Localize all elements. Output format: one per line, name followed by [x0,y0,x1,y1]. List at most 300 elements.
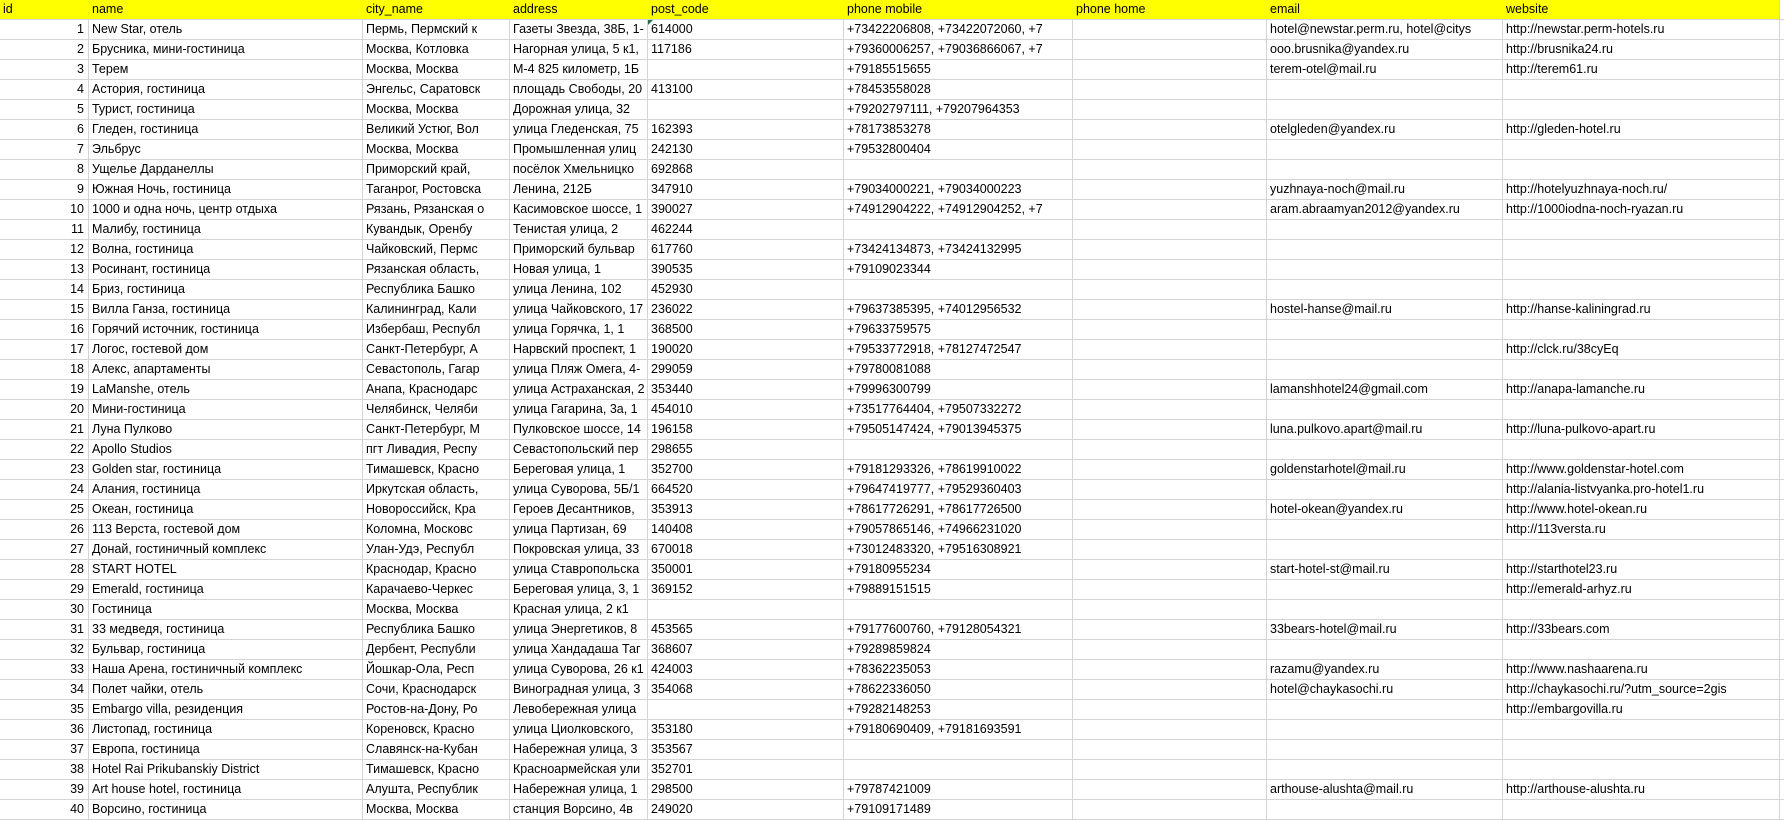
cell-phone_mobile[interactable]: +79647419777, +79529360403 [844,480,1073,500]
cell-email[interactable]: hostel-hanse@mail.ru [1267,300,1503,320]
cell-phone_mobile[interactable]: +79034000221, +79034000223 [844,180,1073,200]
cell-phone_home[interactable] [1073,100,1267,120]
cell-post_code[interactable]: 350001 [648,560,844,580]
cell-address[interactable]: улица Гледенская, 75 [510,120,648,140]
cell-name[interactable]: Вилла Ганза, гостиница [89,300,363,320]
cell-name[interactable]: Emerald, гостиница [89,580,363,600]
cell-id[interactable]: 16 [0,320,89,340]
cell-email[interactable] [1267,140,1503,160]
cell-name[interactable]: Волна, гостиница [89,240,363,260]
cell-website[interactable]: http://www.hotel-okean.ru [1503,500,1780,520]
cell-phone_home[interactable] [1073,540,1267,560]
cell-post_code[interactable] [648,700,844,720]
cell-post_code[interactable]: 453565 [648,620,844,640]
cell-website[interactable]: http://gleden-hotel.ru [1503,120,1780,140]
cell-phone_mobile[interactable]: +73517764404, +79507332272 [844,400,1073,420]
cell-city_name[interactable]: пгт Ливадия, Респу [363,440,510,460]
cell-phone_home[interactable] [1073,180,1267,200]
cell-name[interactable]: Ущелье Дарданеллы [89,160,363,180]
cell-website[interactable]: http://terem61.ru [1503,60,1780,80]
cell-email[interactable] [1267,640,1503,660]
cell-city_name[interactable]: Чайковский, Пермс [363,240,510,260]
cell-phone_home[interactable] [1073,400,1267,420]
cell-address[interactable]: Промышленная улиц [510,140,648,160]
cell-phone_home[interactable] [1073,560,1267,580]
cell-phone_home[interactable] [1073,480,1267,500]
cell-name[interactable]: Росинант, гостиница [89,260,363,280]
cell-phone_mobile[interactable] [844,220,1073,240]
cell-website[interactable] [1503,800,1780,820]
cell-email[interactable] [1267,220,1503,240]
cell-website[interactable] [1503,140,1780,160]
cell-city_name[interactable]: Республика Башко [363,620,510,640]
cell-phone_mobile[interactable]: +79057865146, +74966231020 [844,520,1073,540]
cell-phone_home[interactable] [1073,20,1267,40]
cell-city_name[interactable]: Коломна, Московс [363,520,510,540]
cell-email[interactable] [1267,160,1503,180]
cell-email[interactable]: terem-otel@mail.ru [1267,60,1503,80]
cell-phone_mobile[interactable]: +73012483320, +79516308921 [844,540,1073,560]
cell-name[interactable]: Бульвар, гостиница [89,640,363,660]
cell-address[interactable]: улица Чайковского, 17 [510,300,648,320]
cell-address[interactable]: Нагорная улица, 5 к1, [510,40,648,60]
cell-website[interactable]: http://luna-pulkovo-apart.ru [1503,420,1780,440]
cell-address[interactable]: Ленина, 212Б [510,180,648,200]
cell-id[interactable]: 14 [0,280,89,300]
cell-id[interactable]: 28 [0,560,89,580]
cell-name[interactable]: Малибу, гостиница [89,220,363,240]
cell-website[interactable]: http://33bears.com [1503,620,1780,640]
cell-id[interactable]: 21 [0,420,89,440]
cell-name[interactable]: Наша Арена, гостиничный комплекс [89,660,363,680]
cell-phone_home[interactable] [1073,420,1267,440]
cell-city_name[interactable]: Москва, Москва [363,140,510,160]
cell-phone_home[interactable] [1073,640,1267,660]
cell-id[interactable]: 6 [0,120,89,140]
cell-id[interactable]: 40 [0,800,89,820]
cell-email[interactable] [1267,600,1503,620]
cell-email[interactable]: arthouse-alushta@mail.ru [1267,780,1503,800]
cell-phone_mobile[interactable]: +78362235053 [844,660,1073,680]
cell-address[interactable]: Тенистая улица, 2 [510,220,648,240]
cell-post_code[interactable]: 298500 [648,780,844,800]
cell-phone_mobile[interactable] [844,280,1073,300]
cell-website[interactable] [1503,360,1780,380]
cell-city_name[interactable]: Санкт-Петербург, М [363,420,510,440]
cell-city_name[interactable]: Йошкар-Ола, Респ [363,660,510,680]
cell-phone_home[interactable] [1073,500,1267,520]
cell-email[interactable] [1267,320,1503,340]
cell-phone_home[interactable] [1073,220,1267,240]
cell-website[interactable]: http://chaykasochi.ru/?utm_source=2gis [1503,680,1780,700]
cell-phone_home[interactable] [1073,80,1267,100]
cell-name[interactable]: Брусника, мини-гостиница [89,40,363,60]
cell-phone_mobile[interactable] [844,760,1073,780]
cell-name[interactable]: Логос, гостевой дом [89,340,363,360]
cell-phone_mobile[interactable]: +79181293326, +78619910022 [844,460,1073,480]
cell-address[interactable]: улица Ленина, 102 [510,280,648,300]
cell-phone_mobile[interactable]: +74912904222, +74912904252, +7 [844,200,1073,220]
cell-phone_home[interactable] [1073,260,1267,280]
cell-city_name[interactable]: Иркутская область, [363,480,510,500]
cell-city_name[interactable]: Сочи, Краснодарск [363,680,510,700]
cell-website[interactable]: http://emerald-arhyz.ru [1503,580,1780,600]
cell-address[interactable]: улица Ставропольска [510,560,648,580]
cell-website[interactable]: http://anapa-lamanche.ru [1503,380,1780,400]
cell-name[interactable]: Гостиница [89,600,363,620]
cell-phone_mobile[interactable]: +79532800404 [844,140,1073,160]
cell-city_name[interactable]: Республика Башко [363,280,510,300]
cell-email[interactable] [1267,800,1503,820]
cell-name[interactable]: 113 Верста, гостевой дом [89,520,363,540]
cell-phone_mobile[interactable]: +78617726291, +78617726500 [844,500,1073,520]
cell-post_code[interactable]: 390535 [648,260,844,280]
cell-city_name[interactable]: Рязанская область, [363,260,510,280]
cell-city_name[interactable]: Таганрог, Ростовска [363,180,510,200]
cell-phone_home[interactable] [1073,660,1267,680]
cell-city_name[interactable]: Краснодар, Красно [363,560,510,580]
cell-address[interactable]: Береговая улица, 3, 1 [510,580,648,600]
cell-phone_home[interactable] [1073,600,1267,620]
cell-phone_mobile[interactable]: +79787421009 [844,780,1073,800]
cell-phone_mobile[interactable]: +79202797111, +79207964353 [844,100,1073,120]
cell-id[interactable]: 2 [0,40,89,60]
cell-city_name[interactable]: Славянск-на-Кубан [363,740,510,760]
cell-phone_home[interactable] [1073,120,1267,140]
cell-id[interactable]: 1 [0,20,89,40]
cell-post_code[interactable]: 353440 [648,380,844,400]
cell-address[interactable]: Красноармейская ули [510,760,648,780]
column-header-name[interactable]: name [89,0,363,20]
cell-post_code[interactable]: 462244 [648,220,844,240]
cell-phone_home[interactable] [1073,320,1267,340]
cell-email[interactable]: 33bears-hotel@mail.ru [1267,620,1503,640]
cell-id[interactable]: 29 [0,580,89,600]
cell-address[interactable]: улица Энергетиков, 8 [510,620,648,640]
cell-phone_mobile[interactable]: +79637385395, +74012956532 [844,300,1073,320]
cell-post_code[interactable] [648,60,844,80]
cell-id[interactable]: 23 [0,460,89,480]
column-header-email[interactable]: email [1267,0,1503,20]
cell-phone_mobile[interactable]: +79282148253 [844,700,1073,720]
cell-phone_mobile[interactable]: +79889151515 [844,580,1073,600]
cell-id[interactable]: 31 [0,620,89,640]
cell-website[interactable] [1503,260,1780,280]
cell-id[interactable]: 34 [0,680,89,700]
column-header-city_name[interactable]: city_name [363,0,510,20]
cell-address[interactable]: Нарвский проспект, 1 [510,340,648,360]
cell-name[interactable]: New Star, отель [89,20,363,40]
cell-post_code[interactable]: 353180 [648,720,844,740]
cell-post_code[interactable]: 452930 [648,280,844,300]
cell-post_code[interactable]: 242130 [648,140,844,160]
cell-name[interactable]: Океан, гостиница [89,500,363,520]
cell-website[interactable] [1503,100,1780,120]
cell-phone_mobile[interactable]: +79109023344 [844,260,1073,280]
cell-email[interactable] [1267,540,1503,560]
cell-post_code[interactable]: 249020 [648,800,844,820]
cell-website[interactable]: http://113versta.ru [1503,520,1780,540]
cell-phone_home[interactable] [1073,300,1267,320]
cell-id[interactable]: 7 [0,140,89,160]
cell-post_code[interactable]: 140408 [648,520,844,540]
cell-website[interactable]: http://hotelyuzhnaya-noch.ru/ [1503,180,1780,200]
cell-city_name[interactable]: Севастополь, Гагар [363,360,510,380]
cell-post_code[interactable]: 352700 [648,460,844,480]
cell-phone_home[interactable] [1073,680,1267,700]
cell-website[interactable]: http://arthouse-alushta.ru [1503,780,1780,800]
cell-name[interactable]: Hotel Rai Prikubanskiy District [89,760,363,780]
cell-post_code[interactable]: 390027 [648,200,844,220]
cell-post_code[interactable]: 299059 [648,360,844,380]
cell-id[interactable]: 37 [0,740,89,760]
cell-city_name[interactable]: Избербаш, Республ [363,320,510,340]
cell-phone_home[interactable] [1073,780,1267,800]
cell-address[interactable]: Покровская улица, 33 [510,540,648,560]
cell-id[interactable]: 12 [0,240,89,260]
column-header-id[interactable]: id [0,0,89,20]
cell-phone_mobile[interactable]: +79633759575 [844,320,1073,340]
cell-phone_home[interactable] [1073,700,1267,720]
cell-city_name[interactable]: Санкт-Петербург, А [363,340,510,360]
cell-city_name[interactable]: Карачаево-Черкес [363,580,510,600]
cell-address[interactable]: Севастопольский пер [510,440,648,460]
cell-name[interactable]: Ворсино, гостиница [89,800,363,820]
column-header-website[interactable]: website [1503,0,1780,20]
cell-phone_home[interactable] [1073,340,1267,360]
cell-phone_mobile[interactable]: +79177600760, +79128054321 [844,620,1073,640]
cell-phone_mobile[interactable]: +79180955234 [844,560,1073,580]
cell-address[interactable]: Красная улица, 2 к1 [510,600,648,620]
cell-post_code[interactable]: 117186 [648,40,844,60]
cell-id[interactable]: 38 [0,760,89,780]
cell-address[interactable]: улица Циолковского, [510,720,648,740]
cell-city_name[interactable]: Челябинск, Челяби [363,400,510,420]
cell-email[interactable] [1267,520,1503,540]
cell-website[interactable]: http://starthotel23.ru [1503,560,1780,580]
cell-email[interactable] [1267,280,1503,300]
cell-post_code[interactable]: 190020 [648,340,844,360]
cell-name[interactable]: Алекс, апартаменты [89,360,363,380]
cell-post_code[interactable]: 692868 [648,160,844,180]
cell-phone_mobile[interactable]: +79180690409, +79181693591 [844,720,1073,740]
cell-name[interactable]: Полет чайки, отель [89,680,363,700]
cell-phone_home[interactable] [1073,280,1267,300]
cell-address[interactable]: Левобережная улица [510,700,648,720]
cell-phone_home[interactable] [1073,800,1267,820]
cell-phone_mobile[interactable]: +79289859824 [844,640,1073,660]
cell-id[interactable]: 11 [0,220,89,240]
cell-website[interactable] [1503,240,1780,260]
cell-address[interactable]: улица Суворова, 26 к1 [510,660,648,680]
cell-city_name[interactable]: Тимашевск, Красно [363,760,510,780]
cell-address[interactable]: Газеты Звезда, 38Б, 1- [510,20,648,40]
column-header-post_code[interactable]: post_code [648,0,844,20]
cell-phone_mobile[interactable]: +79533772918, +78127472547 [844,340,1073,360]
cell-website[interactable] [1503,740,1780,760]
cell-website[interactable] [1503,80,1780,100]
cell-city_name[interactable]: Тимашевск, Красно [363,460,510,480]
cell-address[interactable]: улица Гагарина, 3а, 1 [510,400,648,420]
cell-email[interactable] [1267,340,1503,360]
cell-address[interactable]: посёлок Хмельницко [510,160,648,180]
cell-phone_home[interactable] [1073,360,1267,380]
cell-city_name[interactable]: Москва, Москва [363,800,510,820]
cell-address[interactable]: М-4 825 километр, 1Б [510,60,648,80]
cell-post_code[interactable]: 664520 [648,480,844,500]
cell-city_name[interactable]: Кореновск, Красно [363,720,510,740]
cell-name[interactable]: 1000 и одна ночь, центр отдыха [89,200,363,220]
cell-phone_home[interactable] [1073,380,1267,400]
cell-id[interactable]: 33 [0,660,89,680]
cell-post_code[interactable]: 236022 [648,300,844,320]
cell-address[interactable]: Касимовское шоссе, 1 [510,200,648,220]
cell-name[interactable]: Горячий источник, гостиница [89,320,363,340]
cell-name[interactable]: Донай, гостиничный комплекс [89,540,363,560]
cell-address[interactable]: Пулковское шоссе, 14 [510,420,648,440]
cell-city_name[interactable]: Новороссийск, Кра [363,500,510,520]
cell-id[interactable]: 4 [0,80,89,100]
cell-phone_mobile[interactable]: +79996300799 [844,380,1073,400]
cell-address[interactable]: улица Суворова, 5Б/1 [510,480,648,500]
cell-city_name[interactable]: Улан-Удэ, Республ [363,540,510,560]
cell-address[interactable]: Дорожная улица, 32 [510,100,648,120]
cell-website[interactable] [1503,760,1780,780]
cell-website[interactable]: http://newstar.perm-hotels.ru [1503,20,1780,40]
cell-id[interactable]: 13 [0,260,89,280]
cell-website[interactable] [1503,220,1780,240]
cell-address[interactable]: Набережная улица, 1 [510,780,648,800]
cell-id[interactable]: 5 [0,100,89,120]
cell-email[interactable] [1267,400,1503,420]
cell-post_code[interactable]: 196158 [648,420,844,440]
cell-email[interactable] [1267,760,1503,780]
cell-email[interactable]: hotel-okean@yandex.ru [1267,500,1503,520]
cell-post_code[interactable]: 413100 [648,80,844,100]
cell-id[interactable]: 25 [0,500,89,520]
cell-phone_mobile[interactable]: +73424134873, +73424132995 [844,240,1073,260]
cell-post_code[interactable]: 162393 [648,120,844,140]
cell-name[interactable]: LaManshe, отель [89,380,363,400]
cell-city_name[interactable]: Пермь, Пермский к [363,20,510,40]
cell-id[interactable]: 17 [0,340,89,360]
cell-id[interactable]: 9 [0,180,89,200]
cell-website[interactable] [1503,720,1780,740]
cell-website[interactable]: http://brusnika24.ru [1503,40,1780,60]
cell-phone_mobile[interactable]: +78173853278 [844,120,1073,140]
cell-website[interactable] [1503,160,1780,180]
cell-post_code[interactable]: 354068 [648,680,844,700]
cell-id[interactable]: 35 [0,700,89,720]
cell-id[interactable]: 19 [0,380,89,400]
cell-phone_mobile[interactable]: +78453558028 [844,80,1073,100]
cell-phone_home[interactable] [1073,60,1267,80]
cell-phone_home[interactable] [1073,520,1267,540]
cell-address[interactable]: улица Хандадаша Таг [510,640,648,660]
cell-website[interactable] [1503,440,1780,460]
cell-post_code[interactable] [648,100,844,120]
cell-id[interactable]: 27 [0,540,89,560]
cell-id[interactable]: 10 [0,200,89,220]
cell-id[interactable]: 8 [0,160,89,180]
cell-city_name[interactable]: Энгельс, Саратовск [363,80,510,100]
cell-phone_home[interactable] [1073,440,1267,460]
cell-name[interactable]: Art house hotel, гостиница [89,780,363,800]
cell-phone_home[interactable] [1073,460,1267,480]
cell-website[interactable]: http://embargovilla.ru [1503,700,1780,720]
cell-email[interactable]: aram.abraamyan2012@yandex.ru [1267,200,1503,220]
cell-post_code[interactable]: 353567 [648,740,844,760]
cell-name[interactable]: Мини-гостиница [89,400,363,420]
cell-email[interactable]: goldenstarhotel@mail.ru [1267,460,1503,480]
cell-email[interactable]: start-hotel-st@mail.ru [1267,560,1503,580]
cell-phone_home[interactable] [1073,760,1267,780]
cell-post_code[interactable]: 368500 [648,320,844,340]
cell-post_code[interactable]: 614000 [648,20,844,40]
cell-email[interactable]: razamu@yandex.ru [1267,660,1503,680]
cell-phone_mobile[interactable] [844,600,1073,620]
cell-city_name[interactable]: Великий Устюг, Вол [363,120,510,140]
cell-city_name[interactable]: Ростов-на-Дону, Ро [363,700,510,720]
cell-website[interactable] [1503,540,1780,560]
cell-phone_mobile[interactable] [844,440,1073,460]
cell-email[interactable]: yuzhnaya-noch@mail.ru [1267,180,1503,200]
cell-id[interactable]: 39 [0,780,89,800]
cell-email[interactable] [1267,580,1503,600]
cell-phone_home[interactable] [1073,740,1267,760]
cell-address[interactable]: улица Горячка, 1, 1 [510,320,648,340]
cell-website[interactable]: http://www.nashaarena.ru [1503,660,1780,680]
cell-email[interactable] [1267,260,1503,280]
cell-city_name[interactable]: Москва, Москва [363,60,510,80]
cell-website[interactable]: http://clck.ru/38cyEq [1503,340,1780,360]
cell-email[interactable]: ooo.brusnika@yandex.ru [1267,40,1503,60]
cell-address[interactable]: улица Партизан, 69 [510,520,648,540]
cell-name[interactable]: Европа, гостиница [89,740,363,760]
cell-address[interactable]: площадь Свободы, 20 [510,80,648,100]
cell-website[interactable]: http://www.goldenstar-hotel.com [1503,460,1780,480]
cell-name[interactable]: Турист, гостиница [89,100,363,120]
cell-post_code[interactable]: 617760 [648,240,844,260]
cell-post_code[interactable]: 298655 [648,440,844,460]
cell-city_name[interactable]: Москва, Москва [363,100,510,120]
cell-email[interactable]: hotel@chaykasochi.ru [1267,680,1503,700]
cell-phone_mobile[interactable]: +79780081088 [844,360,1073,380]
cell-phone_home[interactable] [1073,140,1267,160]
cell-id[interactable]: 30 [0,600,89,620]
cell-post_code[interactable]: 347910 [648,180,844,200]
cell-post_code[interactable]: 369152 [648,580,844,600]
cell-phone_home[interactable] [1073,240,1267,260]
column-header-phone_mobile[interactable]: phone mobile [844,0,1073,20]
cell-name[interactable]: Алания, гостиница [89,480,363,500]
cell-phone_home[interactable] [1073,160,1267,180]
cell-id[interactable]: 36 [0,720,89,740]
cell-phone_mobile[interactable]: +79185515655 [844,60,1073,80]
cell-email[interactable] [1267,360,1503,380]
cell-name[interactable]: Южная Ночь, гостиница [89,180,363,200]
cell-post_code[interactable]: 368607 [648,640,844,660]
cell-address[interactable]: улица Астраханская, 2 [510,380,648,400]
cell-name[interactable]: Гледен, гостиница [89,120,363,140]
cell-email[interactable] [1267,100,1503,120]
cell-name[interactable]: Embargo villa, резиденция [89,700,363,720]
cell-address[interactable]: улица Пляж Омега, 4- [510,360,648,380]
cell-email[interactable] [1267,720,1503,740]
cell-id[interactable]: 3 [0,60,89,80]
cell-email[interactable]: lamanshhotel24@gmail.com [1267,380,1503,400]
cell-email[interactable] [1267,480,1503,500]
